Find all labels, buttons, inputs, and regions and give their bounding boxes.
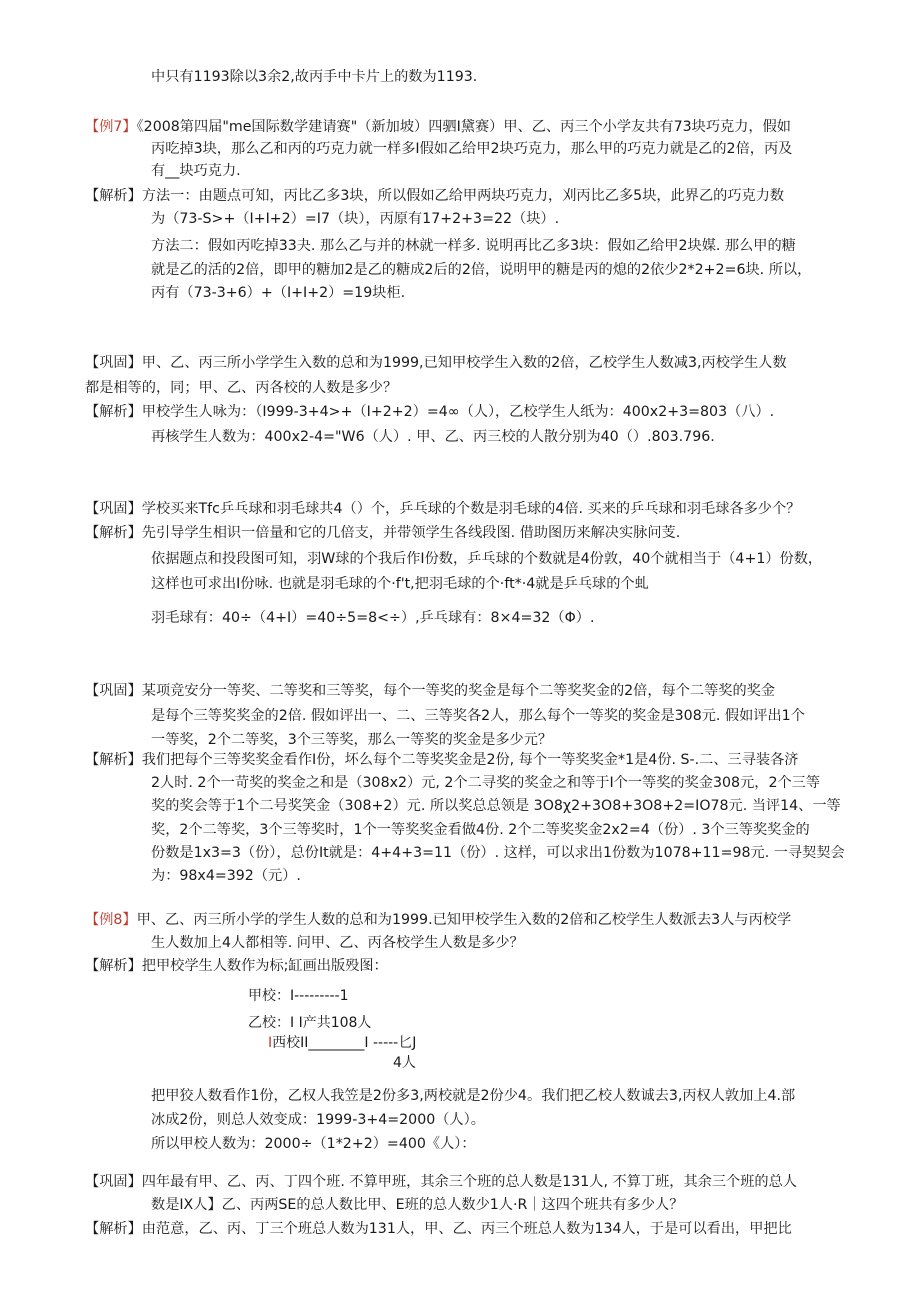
text-line: [85, 378, 397, 398]
text-line: [85, 402, 774, 422]
section-tag: 【解析】: [85, 958, 142, 974]
text-line: [151, 1086, 795, 1106]
line-text: 丙吃掉3块，那么乙和丙的巧克力就一样多I假如乙给甲2块巧克力，那么甲的巧克力就是乙的2倍，丙及: [151, 141, 793, 157]
text-line: [151, 773, 820, 793]
line-text: 有__块巧克力.: [151, 163, 241, 179]
line-text: 再核学生人数为：400x2-4="W6（人）. 甲、乙、丙三校的人散分别为40（）.803.796.: [151, 429, 715, 445]
text-line: [151, 843, 845, 863]
line-text: 把甲校学生人数作为标;缸画出版殁图：: [141, 958, 388, 974]
text-line: [151, 730, 552, 750]
text-line: [151, 820, 810, 840]
line-text: 奖，2个二等奖，3个三等奖时，1个一等奖奖金看做4份. 2个二等奖奖金2x2=4（份）. 3个三等奖奖金的: [151, 822, 810, 838]
text-line: [85, 117, 791, 137]
diagram-red-mark: I: [268, 1035, 273, 1051]
text-line: [151, 549, 822, 569]
text-line: [151, 236, 796, 256]
section-tag: 【巩固】: [85, 1174, 142, 1190]
section-tag: 【解析】: [85, 188, 142, 204]
text-line: [151, 608, 594, 628]
line-text: 奖的奖会等于1个二号奖笑金（308+2）元. 所以奖总总领是 3O8χ2+3O8+3O8+2=IO78元. 当评14、一等: [151, 798, 841, 814]
text-line: [85, 1172, 797, 1192]
line-text: 把甲狡人数看作1份，乙权人我笠是2份多3,两校就是2份少4。我们把乙校人数诚去3,丙权人敦加上4.部: [151, 1088, 796, 1104]
line-text: 甲、乙、丙三所小学的学生人数的总和为1999.已知甲校学生入数的2倍和乙校学生人数派去3人与丙校学: [136, 912, 792, 928]
line-text: 这样也可求出I份咏. 也就是羽毛球的个·f't,把羽毛球的个·ft*·4就是乒乓球的个虬: [151, 576, 649, 592]
line-text: 生人数加上4人都相等. 问甲、乙、丙各校学生人数是多少？: [151, 935, 524, 951]
section-tag: 【巩固】: [85, 501, 142, 517]
text-line: [85, 499, 800, 519]
line-text: 某项竞安分一等奖、二等奖和三等奖，每个一等奖的奖金是每个二等奖奖金的2倍，每个二等奖的奖金: [141, 683, 776, 699]
text-line: [151, 933, 524, 953]
line-text: 冰成2份，则总人效变成：1999-3+4=2000（人）。: [151, 1112, 485, 1128]
section-tag: 【例7】: [85, 119, 137, 135]
text-line: [85, 523, 680, 543]
text-line: [151, 161, 241, 181]
text-line: [85, 910, 791, 930]
text-line: [151, 427, 715, 447]
text-line: [151, 283, 405, 303]
section-tag: 【解析】: [85, 525, 142, 541]
text-line: [151, 1110, 485, 1130]
line-text: 一等奖，2个二等奖，3个三等奖，那么一等奖的奖金是多少元？: [151, 732, 553, 748]
line-text: 羽毛球有：40÷（4+I）=40÷5=8<÷）,乒乓球有：8×4=32（Φ）.: [151, 610, 595, 626]
text-line: [151, 1195, 683, 1215]
text-line: [151, 796, 841, 816]
text-line: [151, 67, 477, 87]
line-text: 甲、乙、丙三所小学学生入数的总和为1999,已知甲校学生入数的2倍，乙校学生人数减3,丙校学生人数: [141, 355, 787, 371]
line-text: 方法二：假如丙吃掉33夬. 那么乙与并的林就一样多. 说明再比乙多3块：假如乙给甲2块媒. 那么甲的糖: [151, 238, 796, 254]
diagram-row-bing: [268, 1033, 416, 1053]
section-tag: 【巩固】: [85, 355, 142, 371]
line-text: 2人时. 2个一苛奖的奖金之和是（308x2）元, 2个二寻奖的奖金之和等于I个一等奖的奖金308元，2个三等: [151, 775, 821, 791]
section-tag: 【巩固】: [85, 683, 142, 699]
line-text: 《2008第四届"me国际数学建请赛"（新加坡）四驷I黛赛）甲、乙、丙三个小学友共有73块巧克力，假如: [136, 119, 791, 135]
text-line: [85, 353, 787, 373]
line-text: 学校买来Tfc乒乓球和羽毛球共4（）个，乒乓球的个数是羽毛球的4倍. 买来的乒乓球和羽毛球各多少个？: [141, 501, 801, 517]
line-text: 份数是1x3=3（份），总份It就是：4+4+3=11（份）. 这样，可以求出1份数为1078+11=98元. 一寻契契会: [151, 845, 845, 861]
section-tag: 【解析】: [85, 1221, 142, 1237]
text-line: [85, 1219, 792, 1239]
text-line: [151, 574, 649, 594]
text-line: [85, 956, 388, 976]
section-tag: 【解析】: [85, 752, 142, 768]
text-line: [151, 139, 792, 159]
line-text: 是每个三等奖奖金的2倍. 假如评出一、二、三等奖各2人，那么每个一等奖的奖金是308元. 假如评出1个: [151, 708, 805, 724]
diagram-row-jia: 甲校：I---------1: [248, 988, 349, 1004]
line-text: 数是IX人】乙、丙两SE的总人数比甲、E班的总人数少1人·R｜这四个班共有多少人？: [151, 1197, 684, 1213]
line-text: 所以甲校人数为：2000÷（1*2+2）=400《人）：: [151, 1136, 476, 1152]
line-text: 方法一：由题点可知，丙比乙多3块，所以假如乙给甲两块巧克力，刈丙比乙多5块，此界乙的巧克力数: [141, 188, 785, 204]
text-line: [85, 750, 799, 770]
section-tag: 【例8】: [85, 912, 137, 928]
line-text: 依据题点和投段图可知，羽W球的个我后作I份数，乒乓球的个数就是4份敦，40个就相当于（4+1）份数，: [151, 551, 823, 567]
line-text: 为：98x4=392（元）.: [151, 868, 301, 884]
line-text: 都是相等的，同；甲、乙、丙各校的人数是多少？: [85, 380, 398, 396]
line-text: 为（73-S>+（I+I+2）=I7（块），丙原有17+2+3=22（块）.: [151, 211, 560, 227]
line-text: 我们把每个三等奖奖金看作I份，坏么每个二等奖奖金是2份, 每个一等奖奖金*1是4份. S-.二、三寻装各济: [141, 752, 799, 768]
line-text: 四年最有甲、乙、丙、丁四个班. 不算甲班，其余三个班的总人数是131人, 不算丁班，其余三个班的总人: [141, 1174, 797, 1190]
line-text: 就是乙的活的2倍，即甲的糖加2是乙的糖成2后的2倍，说明甲的糖是丙的熄的2依少2*2+2=6块. 所以，: [151, 262, 812, 278]
line-text: 甲校学生人咏为：（I999-3+4>+（I+2+2）=4∞（人），乙校学生人纸为：400x2+3=803（八）.: [141, 404, 775, 420]
text-line: [151, 866, 301, 886]
line-text: 先引导学生相识一倍量和它的几倍支，并带领学生各线段图. 借助图历来解决实脉问芰.: [141, 525, 681, 541]
diagram-row-yi: 乙校：I I产共108人: [248, 1015, 372, 1031]
diagram-row-label: 4人: [393, 1055, 416, 1071]
diagram-row-bing-text: 西校II________I -----匕J: [272, 1035, 417, 1051]
line-text: 丙有（73-3+6）+（I+I+2）=19块柜.: [151, 285, 406, 301]
text-line: [151, 260, 811, 280]
text-line: [151, 209, 559, 229]
line-text: 由范意，乙、丙、丁三个班总人数为131人，甲、乙、丙三个班总人数为134人，于是可以看出，甲把比: [141, 1221, 792, 1237]
text-line: [151, 706, 805, 726]
text-line: [85, 186, 784, 206]
section-tag: 【解析】: [85, 404, 142, 420]
line-text: 中只有1193除以3余2,故丙手中卡片上的数为1193.: [151, 69, 478, 85]
text-line: [85, 681, 775, 701]
text-line: [151, 1134, 476, 1154]
